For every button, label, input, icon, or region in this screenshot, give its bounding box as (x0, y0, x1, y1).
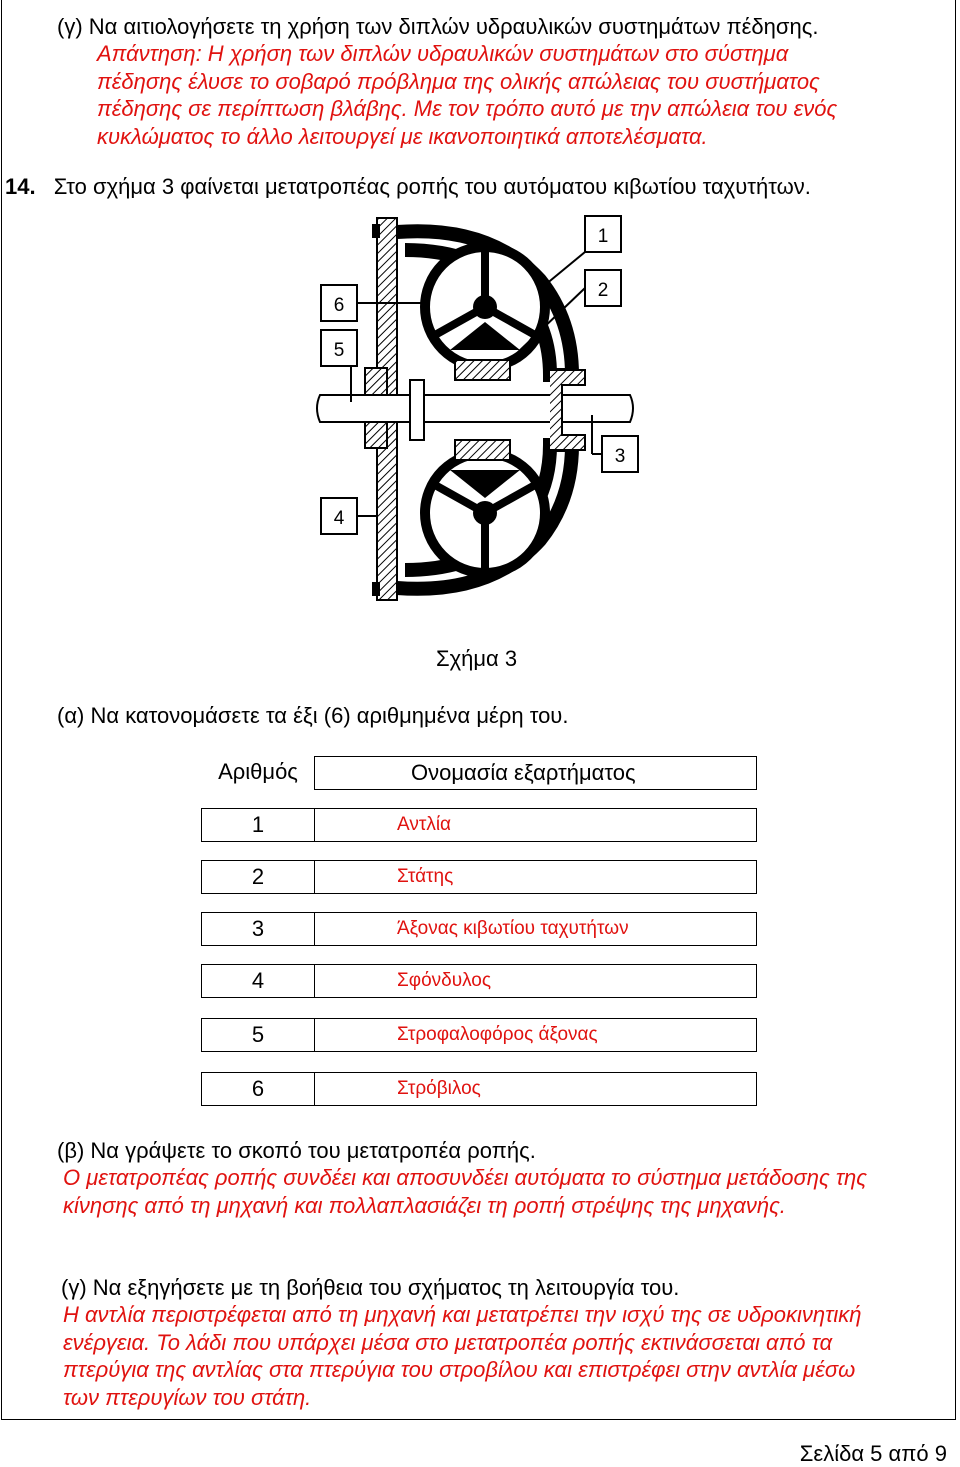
answer-line: πτερύγια της αντλίας στα πτερύγια του στροβίλου και επιστρέφει στην αντλία μέσω (63, 1357, 856, 1382)
label-5 (321, 330, 357, 402)
table-header-row (201, 756, 757, 790)
figure-caption: Σχήμα 3 (436, 646, 518, 671)
q14-heading (5, 173, 811, 200)
cell-number: 2 (201, 860, 315, 894)
q14-part-c-prompt: (γ) Να εξηγήσετε με τη βοήθεια του σχήματος τη λειτουργία του. (61, 1275, 680, 1300)
answer-line: των πτερυγίων του στάτη. (63, 1384, 312, 1410)
cell-number: 1 (201, 808, 315, 842)
answer-line: κυκλώματος το άλλο λειτουργεί με ικανοποιητικά αποτελέσματα. (97, 123, 708, 149)
q13-part-c-answer (97, 40, 837, 150)
cell-name: Στροφαλοφόρος άξονας (314, 1018, 757, 1052)
page-number: Σελίδα 5 από 9 (799, 1441, 947, 1466)
table-header-number: Αριθμός (218, 759, 298, 784)
flywheel-bolt-bottom (372, 582, 380, 596)
gearbox-shaft (317, 395, 633, 422)
shaft-flange (410, 380, 424, 440)
q13-part-c-prompt: (γ) Να αιτιολογήσετε τη χρήση των διπλών υδραυλικών συστημάτων πέδησης. (57, 14, 819, 39)
answer-line: πέδησης σε περίπτωση βλάβης. Με τον τρόπο αυτό με την απώλεια του ενός (97, 96, 838, 121)
cell-number: 4 (201, 964, 315, 998)
svg-text:5: 5 (333, 340, 345, 361)
table-row (201, 1018, 757, 1052)
label-3 (592, 415, 638, 472)
answer-line: ενέργεια. Το λάδι που υπάρχει μέσα στο μετατροπέα ροπής εκτινάσσεται από τα (63, 1329, 833, 1355)
cell-name: Στρόβιλος (314, 1072, 757, 1106)
svg-text:1: 1 (597, 226, 609, 247)
table-row (201, 912, 757, 946)
table-row (201, 808, 757, 842)
cell-name: Σφόνδυλος (314, 964, 757, 998)
table-row (201, 1072, 757, 1106)
answer-line: κίνησης από τη μηχανή και πολλαπλασιάζει τη ροπή στρέψης της μηχανής. (63, 1192, 786, 1218)
table-row (201, 964, 757, 998)
label-6 (321, 285, 428, 321)
answer-line: Απάντηση: Η χρήση των διπλών υδραυλικών συστημάτων στο σύστημα (97, 41, 789, 66)
question-number: 14. (5, 174, 36, 199)
answer-line: Η αντλία περιστρέφεται από τη μηχανή και μετατρέπει την ισχύ της σε υδροκινητική (63, 1302, 862, 1327)
svg-text:4: 4 (333, 508, 345, 529)
q14-part-b-prompt: (β) Να γράψετε το σκοπό του μετατροπέα ροπής. (57, 1138, 536, 1163)
cell-name: Αντλία (314, 808, 757, 842)
flywheel-bolt-top (372, 224, 380, 238)
cell-number: 5 (201, 1018, 315, 1052)
svg-text:2: 2 (597, 280, 609, 301)
cell-name: Στάτης (314, 860, 757, 894)
q14-part-c-answer (63, 1301, 861, 1411)
cell-number: 6 (201, 1072, 315, 1106)
q14-part-b-answer (63, 1164, 867, 1219)
table-row (201, 860, 757, 894)
svg-text:6: 6 (333, 295, 345, 316)
label-4 (321, 498, 377, 534)
q14-part-a-prompt: (α) Να κατονομάσετε τα έξι (6) αριθμημένα μέρη του. (57, 703, 569, 728)
table-header-name: Ονομασία εξαρτήματος (314, 756, 757, 790)
cell-number: 3 (201, 912, 315, 946)
torque-converter-diagram (310, 210, 650, 610)
stator-hub (455, 440, 510, 460)
answer-line: πέδησης έλυσε το σοβαρό πρόβλημα της ολικής απώλειας του συστήματος (97, 68, 820, 94)
question-text: Στο σχήμα 3 φαίνεται μετατροπέας ροπής του αυτόματου κιβωτίου ταχυτήτων. (53, 174, 811, 199)
answer-line: Ο μετατροπέας ροπής συνδέει και αποσυνδέει αυτόματα το σύστημα μετάδοσης της (63, 1165, 867, 1190)
svg-text:3: 3 (614, 446, 626, 467)
stator-hub (455, 360, 510, 380)
cell-name: Άξονας κιβωτίου ταχυτήτων (314, 912, 757, 946)
